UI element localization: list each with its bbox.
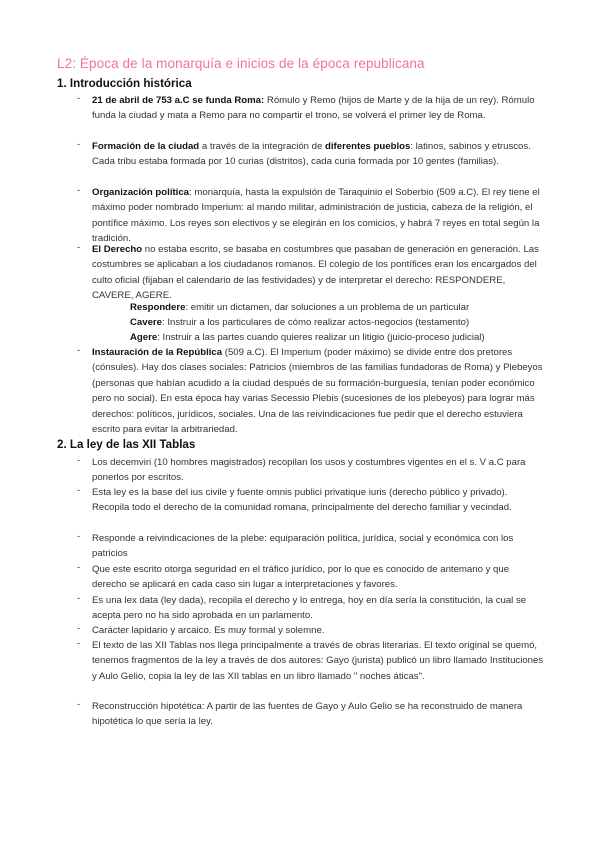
bullet-dash: - [77, 455, 81, 466]
sub-term: Agere [130, 332, 158, 343]
bullet-dash: - [77, 485, 81, 496]
item-text: : monarquía, hasta la expulsión de Taraquinio el Soberbio (509 a.C). El rey tiene el máximo poder nombrado Imperium: al mando militar, administración de justicia, cabeza de la religión, el pontífice máximo. Los reyes son electivos y se elegirán en los comicios, y habrá 7 reyes en total según la tradición. [92, 187, 540, 245]
sub-item [130, 330, 485, 345]
list-item [92, 185, 544, 247]
item-bold: diferentes pueblos [325, 141, 411, 152]
bullet-dash: - [77, 593, 81, 604]
list-item: Carácter lapidario y arcaico. Es muy formal y solemne. [92, 625, 325, 636]
bullet-dash: - [77, 139, 81, 150]
list-item [92, 242, 544, 304]
item-text: no estaba escrito, se basaba en costumbres que pasaban de generación en generación. Las costumbres se aplicaban a los ciudadanos romanos. El colegio de los pontífices eran los encargados del culto oficial (fijaban el calendario de las festividades) y de interpretar el derecho: RESPONDERE, CAVERE, AGERE. [92, 244, 539, 302]
item-bold: El Derecho [92, 244, 143, 255]
list-item: El texto de las XII Tablas nos llega principalmente a través de obras literarias. El texto original se quemó, tenemos fragmentos de la ley a través de dos autores: Gayo (jurista) publicó un libro llamado Instituciones y Aulo Gelio, copia la ley de las XII tablas en un libro llamado " noches áticas". [92, 640, 544, 682]
item-bold: Organización política [92, 187, 190, 198]
sub-item [130, 300, 469, 315]
item-text: a través de la integración de [199, 141, 326, 152]
item-bold: 21 de abril de 753 a.C se funda Roma: [92, 95, 265, 106]
list-item: Esta ley es la base del ius civile y fuente omnis publici privatique iuris (derecho público y privado). Recopila todo el derecho de la comunidad romana, principalmente del derecho familiar y vecindad. [92, 487, 512, 514]
section1-heading: 1. Introducción histórica [57, 77, 192, 90]
sub-term: Respondere [130, 302, 186, 313]
bullet-dash: - [77, 531, 81, 542]
list-item [92, 139, 544, 170]
item-text: Rómulo y Remo (hijos de Marte y de la hija de un rey). Rómulo funda la ciudad y mata a Remo para no compartir el trono, se volverá el primer ley de Roma. [92, 95, 535, 122]
list-item: Responde a reivindicaciones de la plebe: equiparación política, jurídica, social y económica con los patricios [92, 533, 514, 560]
bullet-dash: - [77, 623, 81, 634]
section2-heading: 2. La ley de las XII Tablas [57, 438, 196, 451]
list-item: Los decemviri (10 hombres magistrados) recopilan los usos y costumbres vigentes en el s. V a.C para ponerlos por escritos. [92, 457, 526, 484]
bullet-dash: - [77, 345, 81, 356]
sub-item [130, 315, 469, 330]
list-item: Es una lex data (ley dada), recopila el derecho y lo entrega, hoy en día sería la constitución, la cual se acepta pero no ha sido aprobada en un parlamento. [92, 595, 527, 622]
sub-term: Cavere [130, 317, 163, 328]
bullet-dash: - [77, 699, 81, 710]
item-text: (509 a.C). El Imperium (poder máximo) se divide entre dos pretores (cónsules). Hay dos clases sociales: Patricios (miembros de las familias fundadoras de Roma) y Plebeyos (personas que habían acudido a la ciudad después de su formación-burguesía, tenían poder económico pero no social). En esta época hay varias Secessio Plebis (sucesiones de los plebeyos) para lograr más derechos: políticos, jurídicos, sociales. Una de las reivindicaciones fue pedir que el derecho estuviera escrito para evitar la arbitrariedad. [92, 347, 543, 436]
bullet-dash: - [77, 638, 81, 649]
page-title: L2: Época de la monarquía e inicios de la época republicana [57, 56, 425, 71]
bullet-dash: - [77, 562, 81, 573]
item-bold: Instauración de la República [92, 347, 223, 358]
list-item [92, 93, 544, 124]
item-bold: Formación de la ciudad [92, 141, 200, 152]
sub-text: : Instruir a los particulares de cómo realizar actos-negocios (testamento) [162, 317, 470, 328]
bullet-dash: - [77, 242, 81, 253]
sub-text: : Instruir a las partes cuando quieres realizar un litigio (juicio-proceso judicial) [157, 332, 485, 343]
bullet-dash: - [77, 93, 81, 104]
sub-text: : emitir un dictamen, dar soluciones a un problema de un particular [185, 302, 470, 313]
list-item: Que este escrito otorga seguridad en el tráfico jurídico, por lo que es conocido de antemano y que derecho se aplicará en cada caso sin lugar a interpretaciones y favores. [92, 564, 510, 591]
list-item [92, 345, 544, 437]
bullet-dash: - [77, 185, 81, 196]
item-text: : latinos, sabinos y etruscos. Cada tribu estaba formada por 10 curias (distritos), cada curia formada por 10 gentes (familias). [92, 141, 531, 168]
list-item: Reconstrucción hipotética: A partir de las fuentes de Gayo y Aulo Gelio se ha reconstruido de manera hipotética lo que sería la ley. [92, 701, 523, 728]
